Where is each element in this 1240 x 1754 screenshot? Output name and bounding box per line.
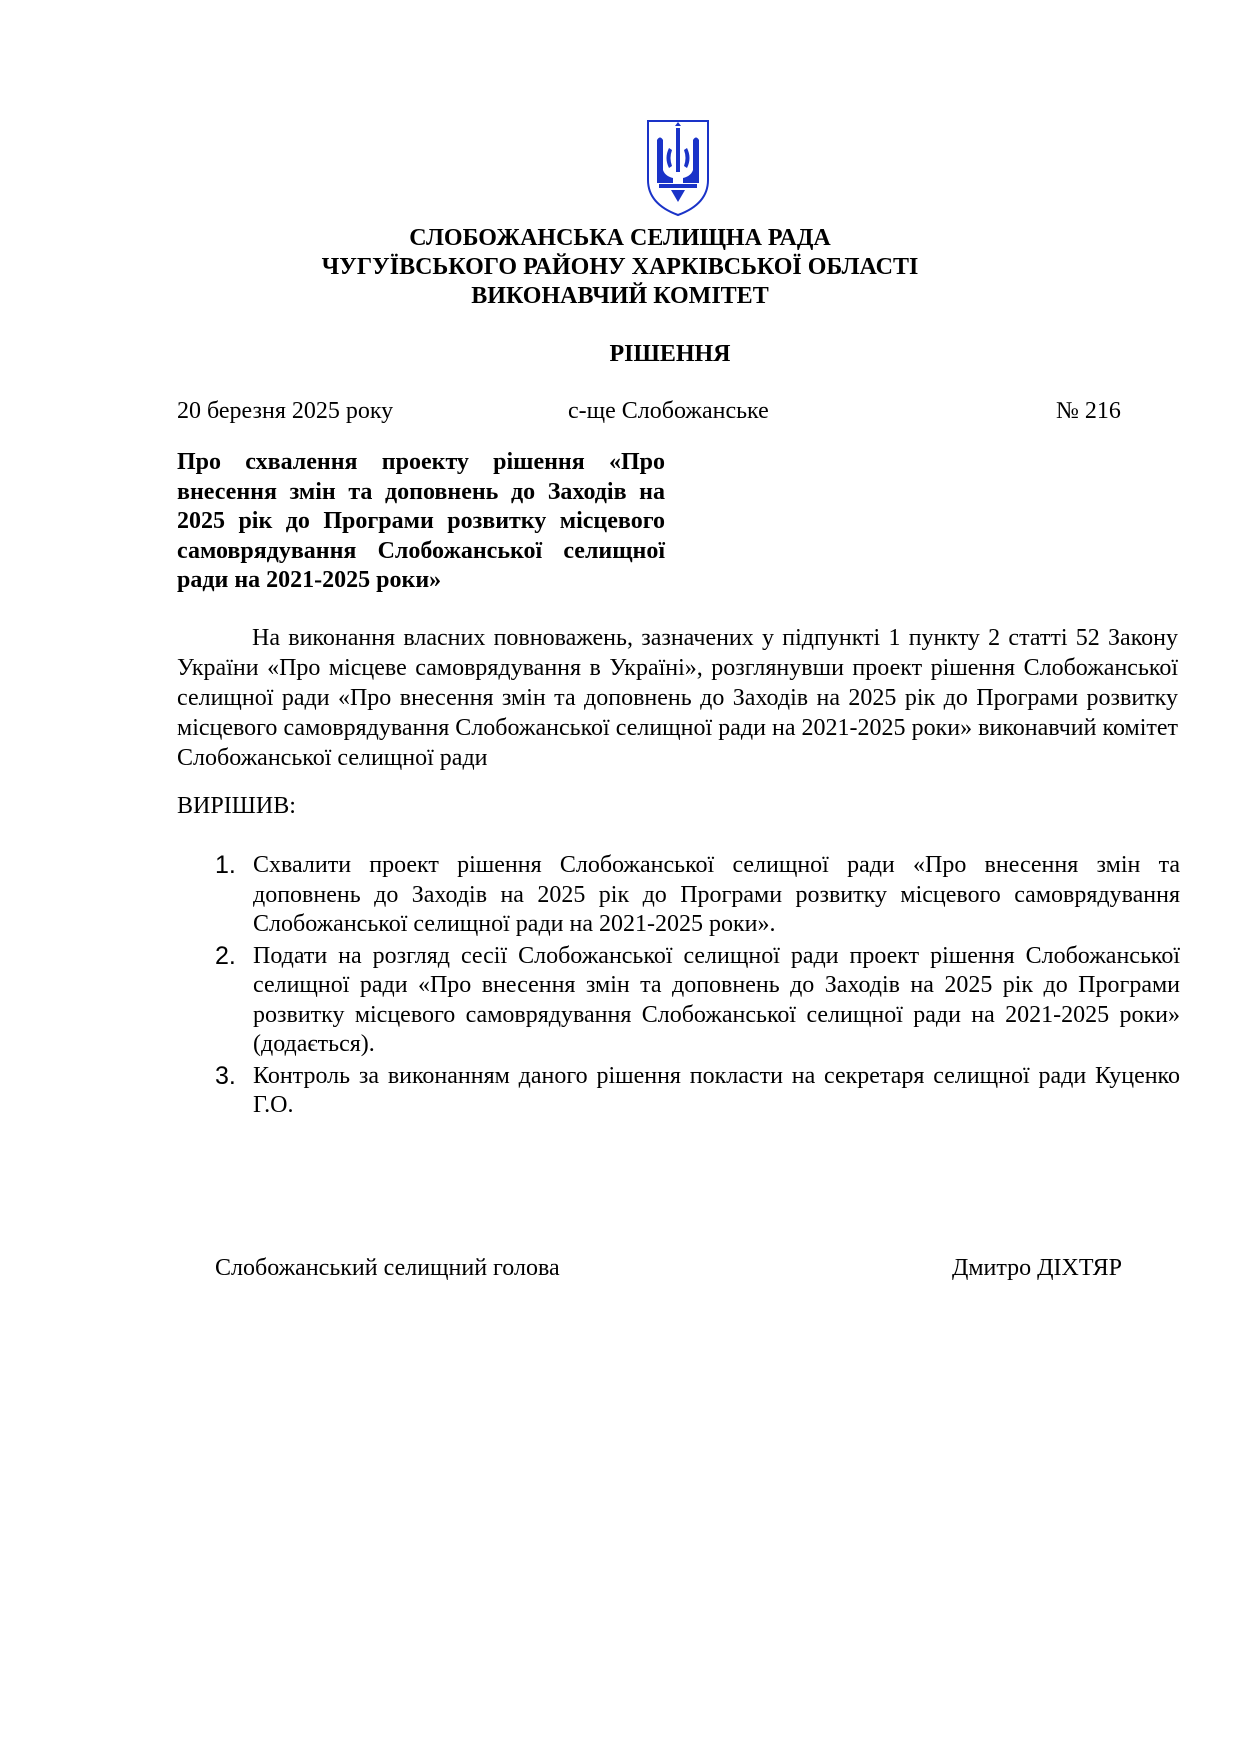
committee-name: ВИКОНАВЧИЙ КОМІТЕТ	[471, 283, 769, 309]
document-type: РІШЕННЯ	[609, 341, 731, 367]
item-number: 1.	[215, 851, 236, 879]
subject-line: 2025 рік до Програми розвитку місцевого	[177, 508, 665, 534]
document-date: 20 березня 2025 року	[177, 398, 394, 424]
document-meta	[0, 398, 1240, 428]
subject-line: самоврядування Слобожанської селищної	[177, 537, 665, 564]
decision-item	[215, 1062, 1180, 1121]
item-number: 2.	[215, 941, 236, 970]
signatory-name: Дмитро ДІХТЯР	[952, 1255, 1122, 1281]
decided-heading: ВИРІШИВ:	[177, 793, 296, 819]
district-name: ЧУГУЇВСЬКОГО РАЙОНУ ХАРКІВСЬКОЇ ОБЛАСТІ	[321, 254, 919, 280]
item-number: 3.	[215, 1061, 236, 1090]
signatory-position: Слобожанський селищний голова	[215, 1255, 560, 1281]
document-place: с-ще Слобожанське	[568, 398, 769, 424]
decision-item	[215, 942, 1180, 1060]
decision-item	[215, 851, 1180, 940]
item-text: Схвалити проект рішення Слобожанської селищної ради «Про внесення змін та доповнень до Заходів на 2025 рік до Програми розвитку місцевого самоврядування Слобожанської селищної ради на 2021-2025 роки».	[253, 852, 1180, 937]
item-text: Контроль за виконанням даного рішення покласти на секретаря селищної ради Куценко Г.О.	[253, 1062, 1180, 1118]
item-text: Подати на розгляд сесії Слобожанської селищної ради проект рішення Слобожанської селищної ради «Про внесення змін та доповнень до Заходів на 2025 рік до Програми розвитку місцевого самоврядування Слобожанської селищної ради на 2021-2025 роки» (додається).	[253, 942, 1180, 1057]
document-number: № 216	[1056, 398, 1121, 424]
ukraine-coat-of-arms-icon	[645, 118, 711, 218]
council-name: СЛОБОЖАНСЬКА СЕЛИЩНА РАДА	[409, 225, 831, 251]
decision-list	[215, 851, 1180, 1123]
subject-line: ради на 2021-2025 роки»	[177, 567, 442, 593]
preamble-paragraph: На виконання власних повноважень, зазначених у підпункті 1 пункту 2 статті 52 Закону України «Про місцеве самоврядування в Україні», розглянувши проект рішення Слобожанської селищної ради «Про внесення змін та доповнень до Заходів на 2025 рік до Програми розвитку місцевого самоврядування Слобожанської селищної ради на 2021-2025 роки» виконавчий комітет Слобожанської селищної ради	[177, 625, 1178, 771]
subject-line: Про схвалення проекту рішення «Про	[177, 449, 665, 475]
subject-line: внесення змін та доповнень до Заходів на	[177, 478, 665, 505]
document-subject	[177, 448, 665, 596]
